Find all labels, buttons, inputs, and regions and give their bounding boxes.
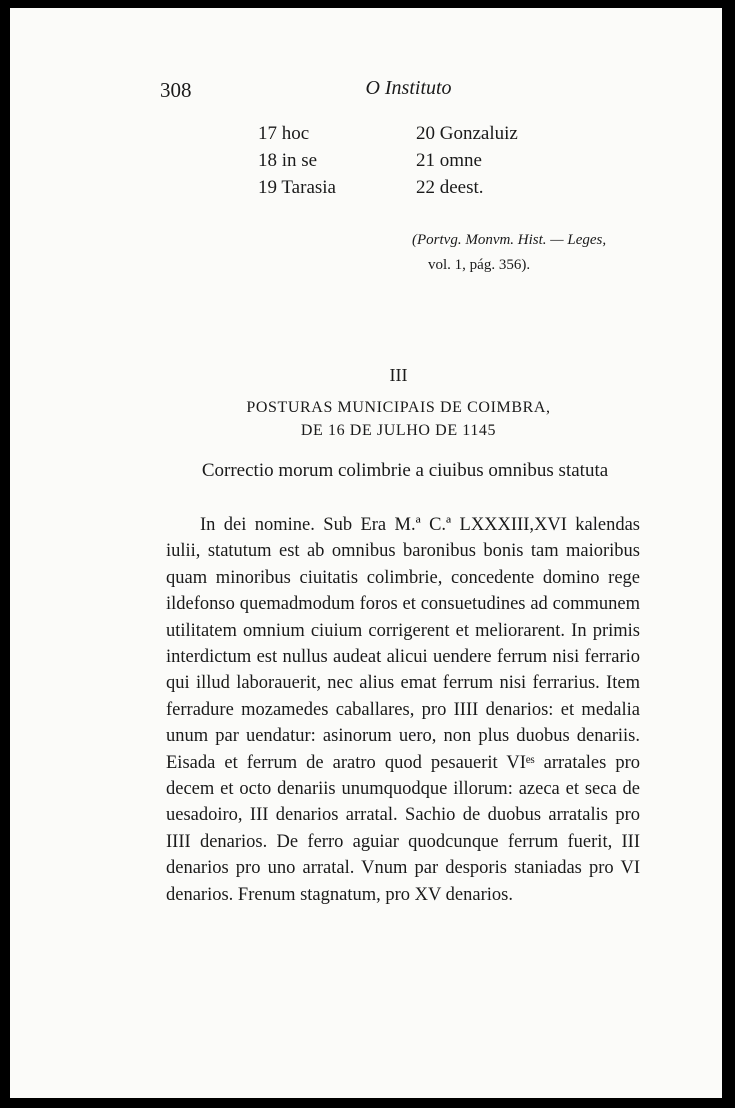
variant-item: 19 Tarasia: [258, 177, 336, 198]
section-title: [10, 396, 735, 442]
variant-item: 17 hoc: [258, 123, 310, 144]
rubric: Correctio morum colimbrie a ciuibus omnibus statuta: [201, 460, 609, 481]
variant-item: 22 deest.: [416, 177, 484, 198]
source-citation: [412, 228, 606, 278]
body-paragraph: In dei nomine. Sub Era M.ª C.ª LXXXIII,XVI kalendas iulii, statutum est ab omnibus baronibus bonis tam maioribus quam minoribus ciuitatis colimbrie, concedente domino rege ildefonso quemadmodum foros et consuetudines ad communem utilitatem omnium ciuium corrigerent et meliorarent. In primis interdictum est nullus audeat alicui uendere ferrum nisi ferrario qui illud laborauerit, nec alius emat ferrum nisi ferrarius. Item ferradure mozamedes caballares, pro IIII denarios: et medalia unum par uendatur: asinorum uero, non plus duobus denariis. Eisada et ferrum de aratro quod pesauerit VIᵉˢ arratales pro decem et octo denariis unumquodque illorum: azeca et seca de uesadoiro, III denarios arratal. Sachio de duobus arratalis pro IIII denarios. De ferro aguiar quodcunque ferrum fuerit, III denarios pro uno arratal. Vnum par desporis staniadas pro VI denarios. Frenum stagnatum, pro XV denarios.: [166, 515, 640, 905]
variant-list-left: [258, 120, 336, 201]
variant-item: 18 in se: [258, 150, 318, 171]
variant-item: 20 Gonzaluiz: [416, 123, 518, 144]
running-title: O Instituto: [365, 77, 452, 99]
citation-line-1: (Portvg. Monvm. Hist. — Leges,: [412, 232, 607, 248]
section-title-line-1: POSTURAS MUNICIPAIS DE COIMBRA,: [246, 399, 551, 416]
section-number: III: [389, 365, 408, 385]
variant-list-right: [416, 120, 518, 201]
page-number: 308: [160, 78, 192, 102]
citation-line-2: vol. 1, pág. 356).: [428, 257, 531, 273]
variant-item: 21 omne: [416, 150, 482, 171]
section-title-line-2: DE 16 DE JULHO DE 1145: [300, 422, 497, 439]
document-page: [10, 8, 722, 1098]
